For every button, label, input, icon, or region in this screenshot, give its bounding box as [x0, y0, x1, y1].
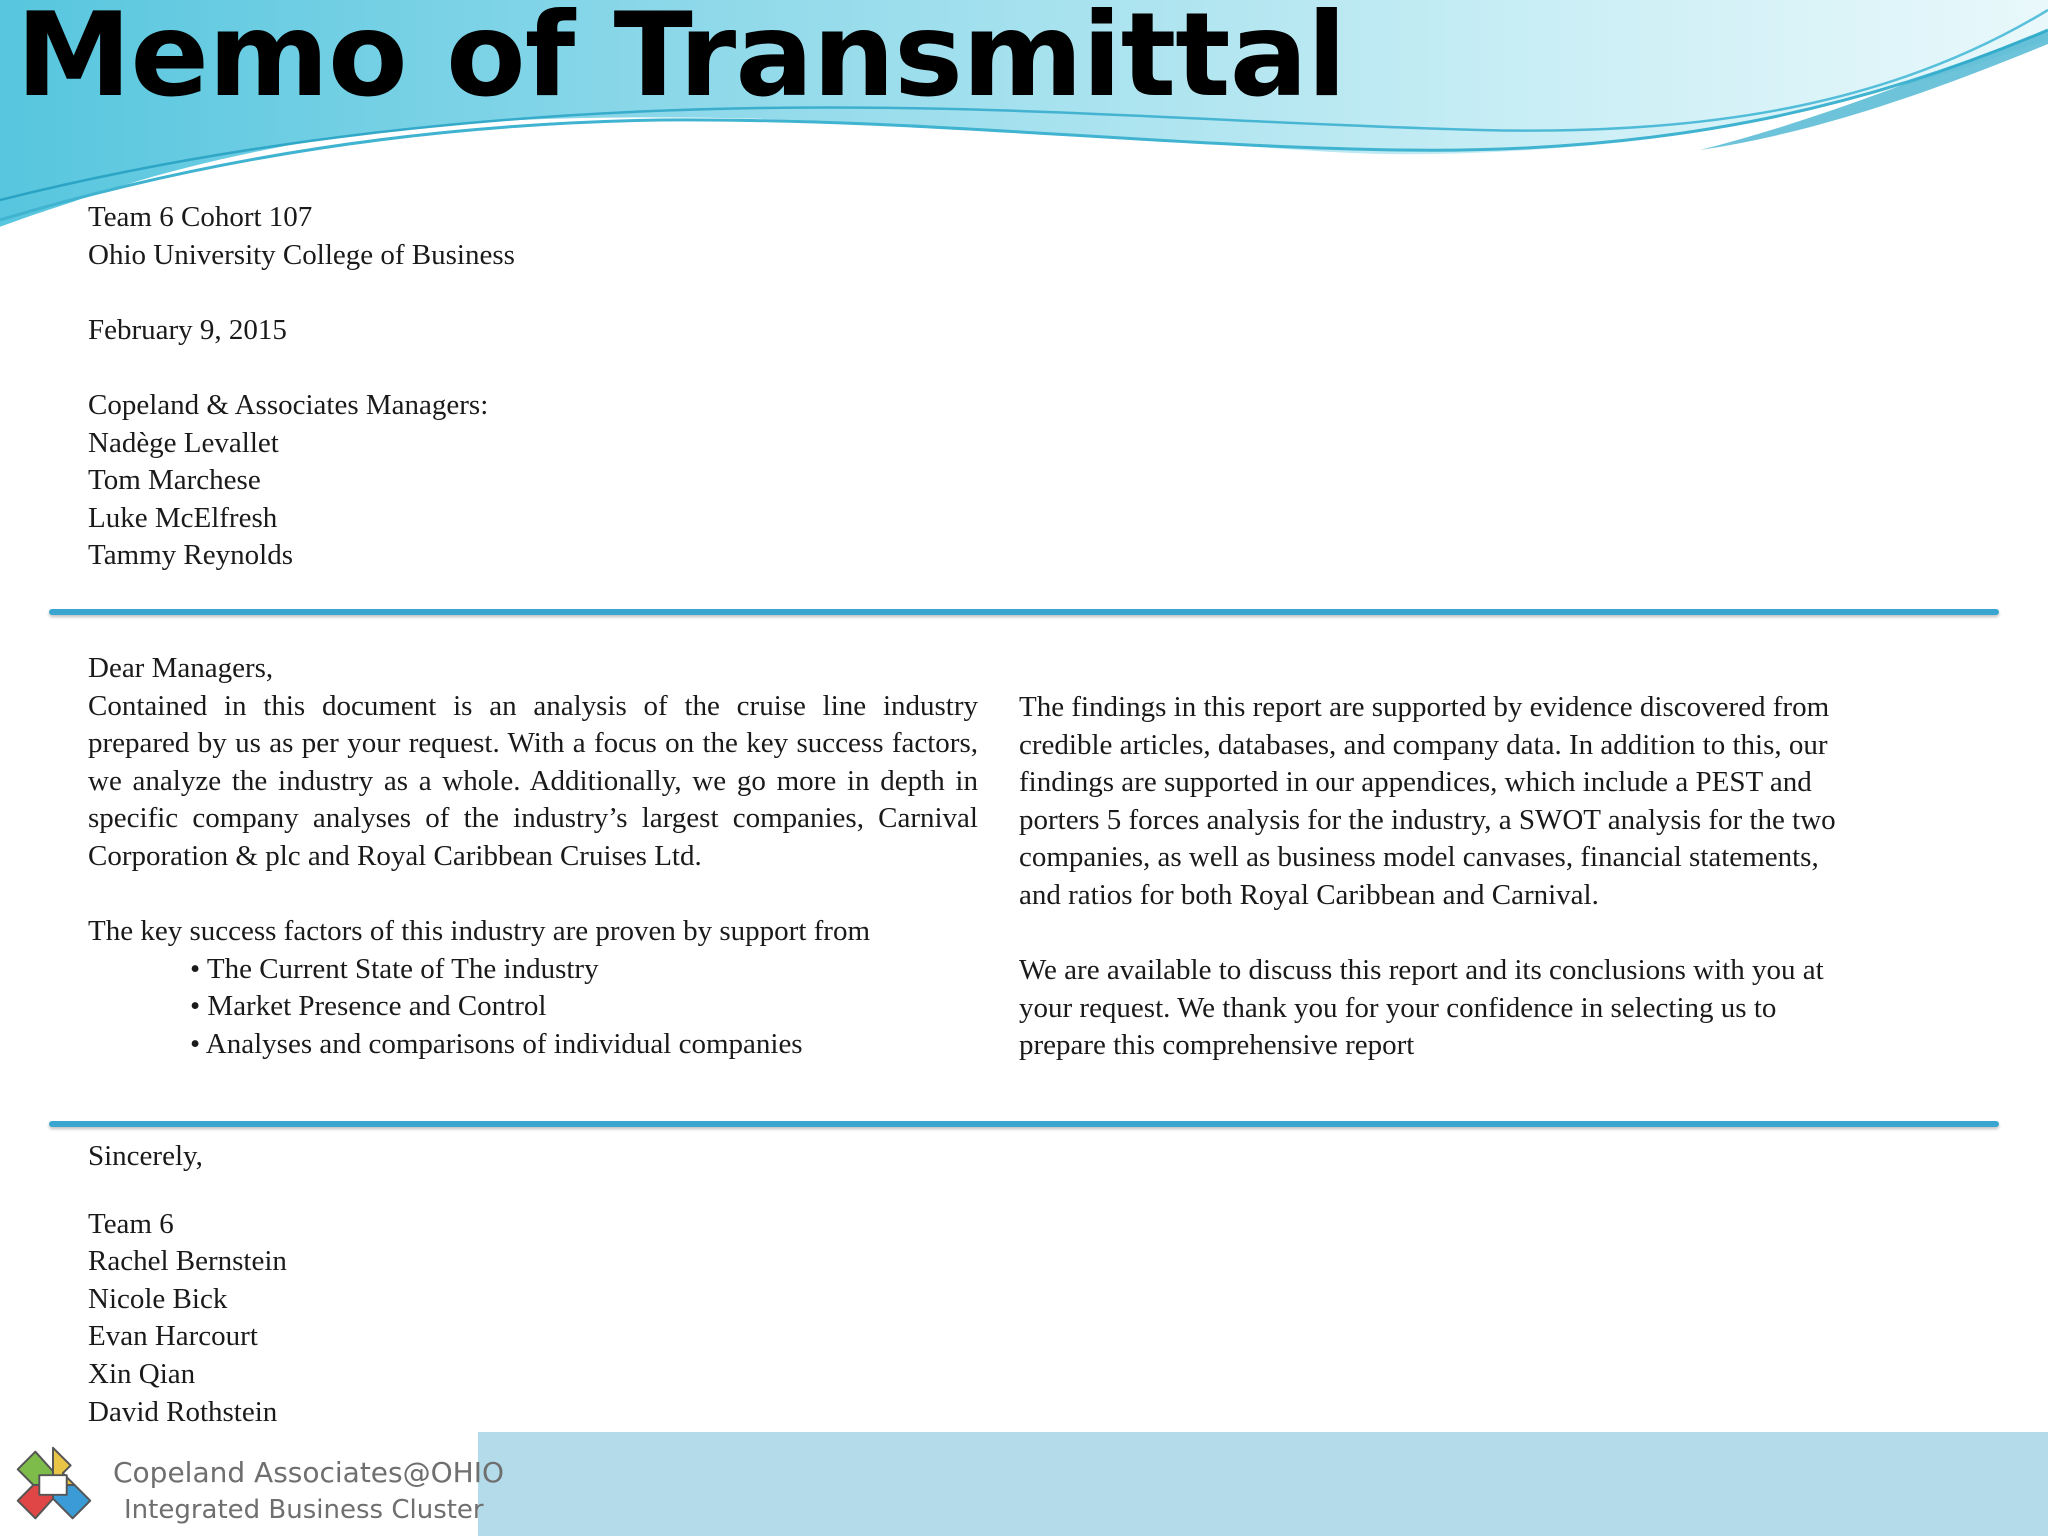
findings-line: The findings in this report are supported by evidence discovered from	[1019, 691, 1830, 723]
availability-line: prepare this comprehensive report	[1019, 1029, 1415, 1062]
closing-team: Team 6	[88, 1207, 174, 1240]
team-member: Rachel Bernstein	[88, 1245, 287, 1278]
recipient-name: Nadège Levallet	[88, 426, 279, 459]
body-paragraph-1: Contained in this document is an analysis of the cruise line industry prepared by us as per your request. With a focus on the key success factors, we analyze the industry as a whole. Additionally, we go more in depth in specific company analyses of the industry’s largest companies, Carnival Corporation & plc and Royal Caribbean Cruises Ltd.	[88, 689, 978, 872]
body-left-column	[88, 650, 978, 1064]
logo-line-2: Integrated Business Cluster	[124, 1495, 484, 1525]
availability-line: your request. We thank you for your confidence in selecting us to	[1019, 991, 1777, 1024]
bullet-item: • The Current State of The industry	[190, 952, 599, 985]
sender-team: Team 6 Cohort 107	[88, 201, 313, 233]
logo-line-1: Copeland Associates@OHIO	[113, 1456, 505, 1489]
team-member: David Rothstein	[88, 1395, 278, 1428]
memo-title: Memo of Transmittal	[16, 0, 1346, 123]
sender-block	[88, 199, 515, 575]
team-member: Xin Qian	[88, 1357, 196, 1390]
team-member: Nicole Bick	[88, 1282, 228, 1315]
recipient-name: Luke McElfresh	[88, 501, 278, 534]
recipients-heading: Copeland & Associates Managers:	[88, 388, 489, 421]
findings-line: and ratios for both Royal Caribbean and Carnival.	[1019, 878, 1599, 911]
bottom-divider	[49, 1121, 1999, 1127]
top-divider	[49, 609, 1999, 615]
closing-block	[88, 1138, 287, 1431]
availability-line: We are available to discuss this report and its conclusions with you at	[1019, 954, 1824, 987]
bullet-item: • Analyses and comparisons of individual companies	[190, 1027, 803, 1060]
findings-line: findings are supported in our appendices, which include a PEST and	[1019, 766, 1812, 799]
body-right-column	[1019, 689, 1979, 1065]
salutation: Dear Managers,	[88, 652, 274, 684]
key-factors-intro: The key success factors of this industry are proven by support from	[88, 915, 870, 948]
sign-off: Sincerely,	[88, 1140, 203, 1172]
findings-line: porters 5 forces analysis for the industry, a SWOT analysis for the two	[1019, 803, 1836, 836]
puzzle-hands-logo-icon	[2, 1436, 104, 1534]
findings-line: credible articles, databases, and company data. In addition to this, our	[1019, 728, 1828, 761]
findings-line: companies, as well as business model canvases, financial statements,	[1019, 841, 1819, 874]
bullet-item: • Market Presence and Control	[190, 990, 547, 1023]
recipient-name: Tom Marchese	[88, 464, 261, 497]
sender-school: Ohio University College of Business	[88, 238, 515, 271]
recipient-name: Tammy Reynolds	[88, 539, 293, 572]
team-member: Evan Harcourt	[88, 1320, 258, 1353]
memo-date: February 9, 2015	[88, 313, 287, 346]
